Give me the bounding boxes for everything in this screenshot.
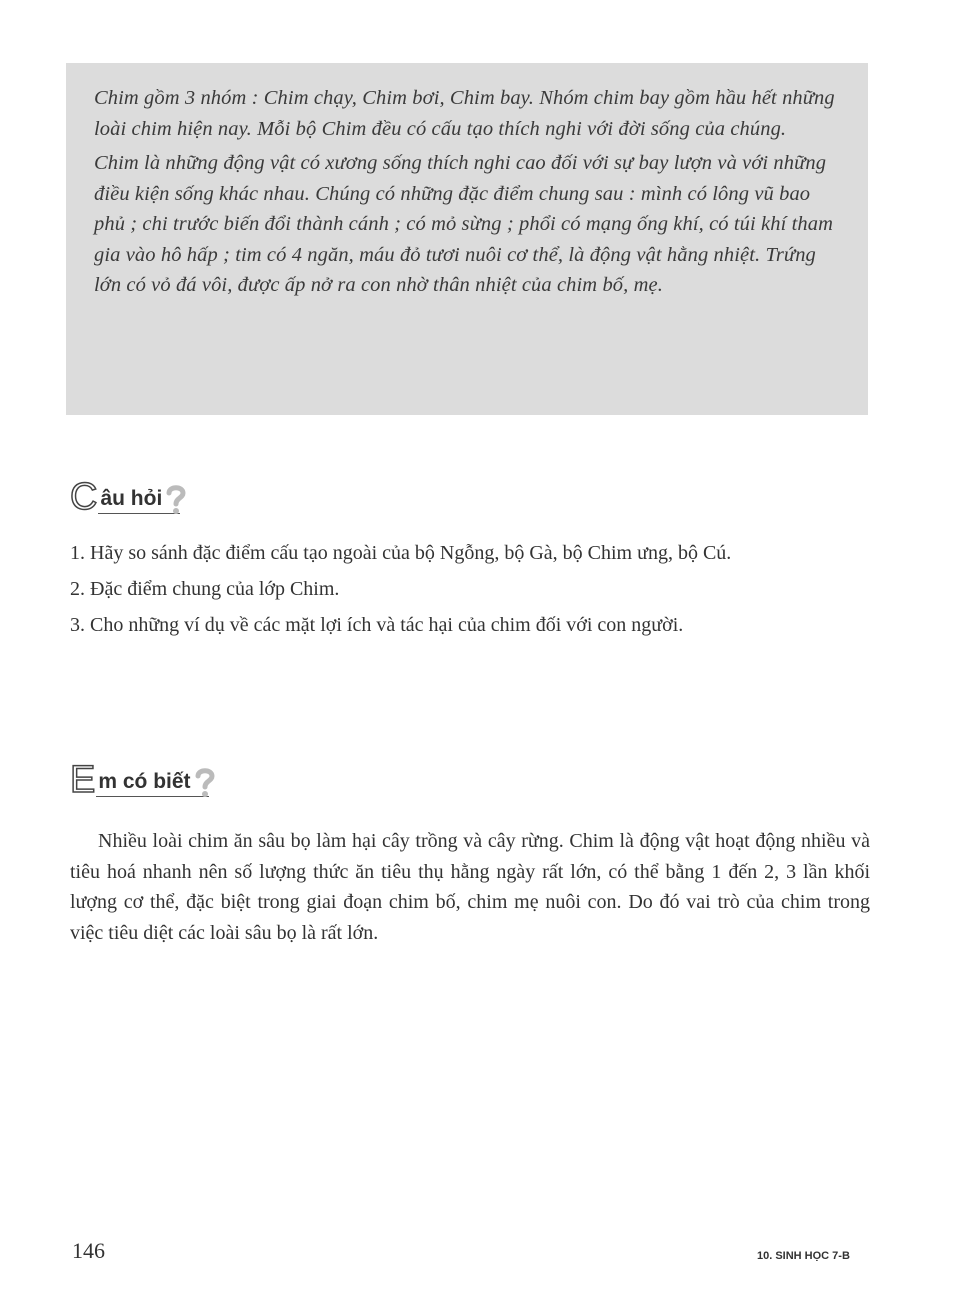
summary-box [66, 63, 868, 415]
info-heading-text: m có biết [98, 770, 191, 793]
info-heading-text-wrap [96, 770, 208, 797]
questions-heading [70, 476, 180, 518]
info-heading [70, 759, 209, 801]
info-paragraph: Nhiều loài chim ăn sâu bọ làm hại cây trồng và cây rừng. Chim là động vật hoạt động nhiều và tiêu hoá nhanh nên số lượng thức ăn tiêu thụ hằng ngày rất lớn, có thể bằng 1 đến 2, 3 lần khối lượng cơ thể, đặc biệt trong giai đoạn chim bố, chim mẹ nuôi con. Do đó vai trò của chim trong việc tiêu diệt các loài sâu bọ là rất lớn. [70, 830, 870, 944]
question-mark-icon [164, 483, 188, 515]
question-item-3: 3. Cho những ví dụ về các mặt lợi ích và tác hại của chim đối với con người. [70, 614, 684, 636]
info-heading-initial: E [70, 759, 96, 801]
summary-paragraph-1: Chim gồm 3 nhóm : Chim chạy, Chim bơi, Chim bay. Nhóm chim bay gồm hầu hết những loài chim hiện nay. Mỗi bộ Chim đều có cấu tạo thích nghi với đời sống của chúng. [94, 87, 835, 140]
questions-heading-initial: C [70, 476, 98, 518]
page-number: 146 [72, 1238, 105, 1263]
question-item-2: 2. Đặc điểm chung của lớp Chim. [70, 578, 340, 600]
footer-label: 10. SINH HỌC 7-B [757, 1250, 850, 1262]
summary-paragraph-2: Chim là những động vật có xương sống thích nghi cao đối với sự bay lượn và với những điều kiện sống khác nhau. Chúng có những đặc điểm chung sau : mình có lông vũ bao phủ ; chi trước biến đổi thành cánh ; có mỏ sừng ; phổi có mạng ống khí, có túi khí tham gia vào hô hấp ; tim có 4 ngăn, máu đỏ tươi nuôi cơ thể, là động vật hằng nhiệt. Trứng lớn có vỏ đá vôi, được ấp nở ra con nhờ thân nhiệt của chim bố, mẹ. [94, 152, 833, 296]
questions-heading-text: âu hỏi [100, 487, 163, 510]
question-item-1: 1. Hãy so sánh đặc điểm cấu tạo ngoài của bộ Ngỗng, bộ Gà, bộ Chim ưng, bộ Cú. [70, 542, 732, 564]
questions-list [70, 538, 870, 646]
question-mark-icon [193, 766, 217, 798]
questions-heading-text-wrap [98, 487, 180, 514]
